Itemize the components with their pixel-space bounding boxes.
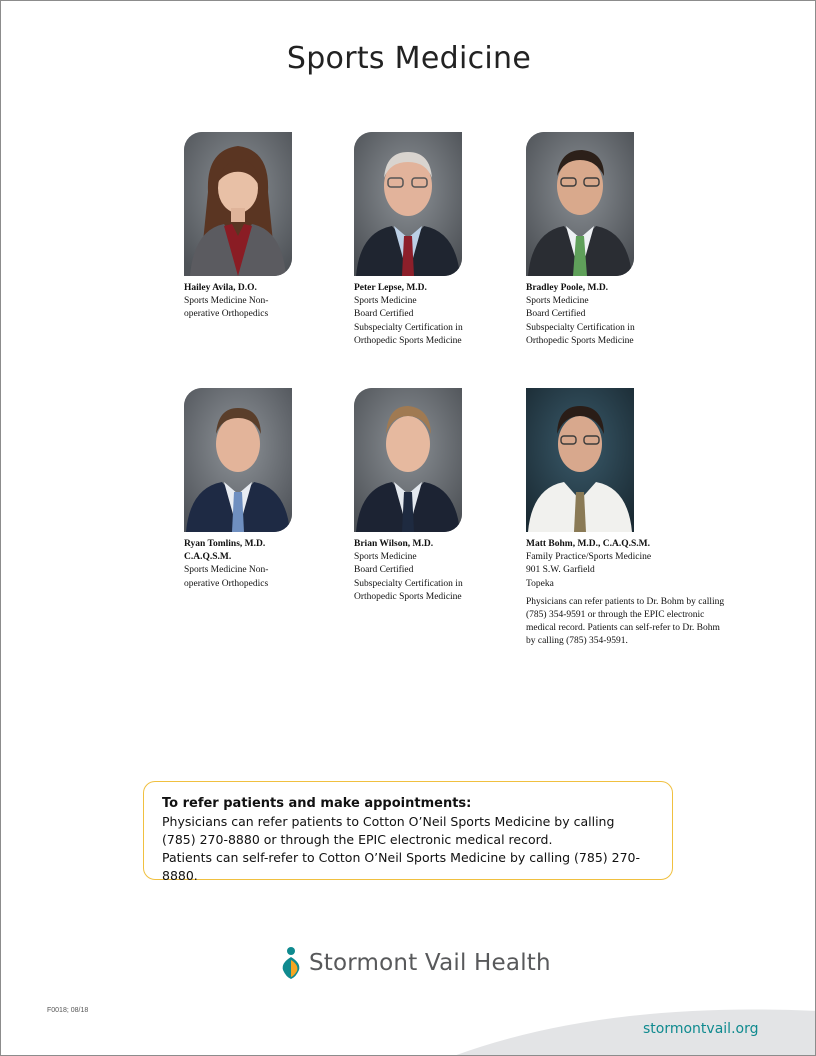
website-url: stormontvail.org bbox=[643, 1021, 759, 1037]
physician-detail: Orthopedic Sports Medicine bbox=[526, 335, 634, 346]
physician-detail: Orthopedic Sports Medicine bbox=[354, 335, 462, 346]
physician-detail: Board Certified bbox=[354, 565, 414, 576]
physician-detail: Sports Medicine bbox=[526, 296, 589, 307]
physician-detail: Sports Medicine bbox=[354, 296, 417, 307]
physician-detail: Sports Medicine bbox=[354, 552, 417, 563]
referral-title: To refer patients and make appointments: bbox=[162, 796, 472, 811]
physician-detail: Board Certified bbox=[354, 309, 414, 320]
physician-name: Bradley Poole, M.D. bbox=[526, 283, 609, 293]
physician-detail: Orthopedic Sports Medicine bbox=[354, 591, 462, 602]
physician-name: Hailey Avila, D.O. bbox=[184, 283, 257, 293]
note-line: medical record. Patients can self-refer to Dr. Bohm bbox=[526, 623, 720, 634]
physician-detail: Topeka bbox=[526, 578, 554, 589]
physician-detail: Sports Medicine Non- bbox=[184, 565, 269, 576]
physician-detail: Subspecialty Certification in bbox=[354, 578, 463, 589]
note-line: Physicians can refer patients to Dr. Bohm by calling bbox=[526, 596, 725, 607]
physician-detail: Family Practice/Sports Medicine bbox=[526, 552, 652, 563]
referral-line: Patients can self-refer to Cotton O’Neil Sports Medicine by calling (785) 270-8880. bbox=[162, 850, 641, 883]
physician-detail: 901 S.W. Garfield bbox=[526, 565, 595, 576]
physician-credential: C.A.Q.S.M. bbox=[184, 552, 232, 563]
physician-name: Matt Bohm, M.D., C.A.Q.S.M. bbox=[526, 539, 651, 549]
logo-text: Stormont Vail Health bbox=[309, 950, 551, 976]
note-line: by calling (785) 354-9591. bbox=[526, 636, 628, 647]
physician-name: Brian Wilson, M.D. bbox=[354, 539, 434, 549]
physician-detail: Subspecialty Certification in bbox=[526, 322, 635, 333]
physician-detail: Subspecialty Certification in bbox=[354, 322, 463, 333]
physician-name: Peter Lepse, M.D. bbox=[354, 283, 427, 293]
form-code: F0018; 08/18 bbox=[47, 1007, 89, 1014]
physician-detail: operative Orthopedics bbox=[184, 309, 269, 320]
physician-detail: Sports Medicine Non- bbox=[184, 296, 269, 307]
physician-name: Ryan Tomlins, M.D. bbox=[184, 539, 266, 549]
physician-detail: operative Orthopedics bbox=[184, 578, 269, 589]
referral-line: Physicians can refer patients to Cotton O’Neil Sports Medicine by calling bbox=[162, 814, 615, 829]
page-title: Sports Medicine bbox=[286, 41, 532, 76]
footer-swoosh bbox=[1, 1, 816, 1056]
referral-line: (785) 270-8880 or through the EPIC electronic medical record. bbox=[162, 832, 553, 847]
physician-detail: Board Certified bbox=[526, 309, 586, 320]
note-line: (785) 354-9591 or through the EPIC electronic bbox=[526, 610, 705, 621]
